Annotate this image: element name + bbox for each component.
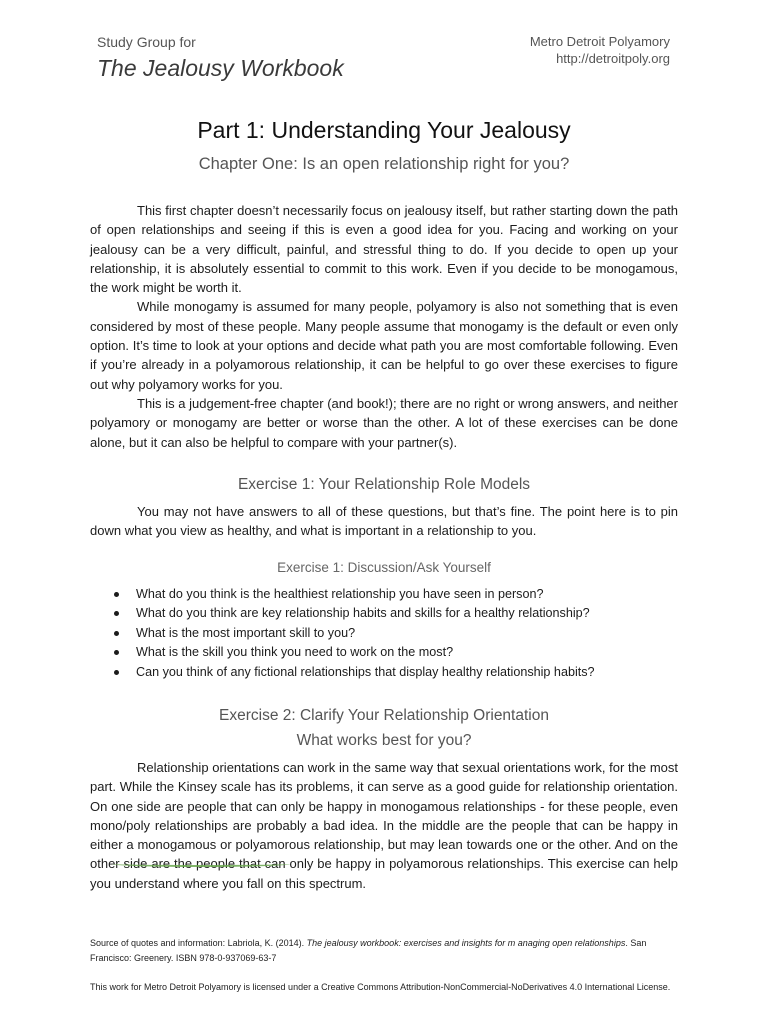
bullet-icon [114,592,119,597]
intro-section [90,201,678,452]
exercise2-paragraph: Relationship orientations can work in the same way that sexual orientations work, for the most part. While the Kinsey scale has its problems, it can serve as a good guide for relationship orientation. On one side are people that can only be happy in monogamous relationships - for these people, even mono/poly relationships are probably a bad idea. In the middle are the people that can be happy in either a monogamous or polyamorous relationship, but may lean towards one or the other. And on the other side are the people that can only be happy in polyamorous relationships. This exercise can help you understand where you fall on this spectrum. [90,760,678,891]
exercise2-subheading: What works best for you? [296,732,472,749]
header-right [530,34,670,67]
header-title: The Jealousy Workbook [97,55,344,81]
exercise2-heading: Exercise 2: Clarify Your Relationship Orientation [219,707,549,724]
list-item [114,604,674,623]
citation-title: The jealousy workbook: exercises and insights for m anaging open relationships [306,938,626,948]
license-notice: This work for Metro Detroit Polyamory is licensed under a Creative Commons Attribution-NonCommercial-NoDerivatives 4.0 International License. [90,982,671,992]
list-item [114,663,674,682]
exercise2-body [90,758,678,893]
exercise1-intro [90,502,678,541]
header-left [97,34,344,81]
bullet-icon [114,611,119,616]
intro-paragraph: While monogamy is assumed for many people, polyamory is also not something that is even considered by most of these people. Many people assume that monogamy is the default or even only option. It’s time to look at your options and decide what path you are most comfortable following. Even if you’re already in a polyamorous relationship, it can be helpful to go over these exercises to figure out why polyamory works for you. [90,299,678,392]
intro-paragraph: This is a judgement-free chapter (and book!); there are no right or wrong answers, and neither polyamory or monogamy are better or worse than the other. A lot of these exercises can be done alone, but it can also be helpful to compare with your partner(s). [90,395,678,450]
citation-suffix: . San Francisco: Greenery. ISBN 978-0-937069-63-7 [90,938,647,963]
chapter-title: Chapter One: Is an open relationship right for you? [198,155,570,173]
exercise1-heading: Exercise 1: Your Relationship Role Models [237,476,531,493]
list-item [114,643,674,662]
question-list [114,585,674,682]
part-title: Part 1: Understanding Your Jealousy [197,117,571,143]
question-text: What do you think is the healthiest relationship you have seen in person? [136,587,544,601]
header-url-link[interactable]: http://detroitpoly.org [556,51,670,66]
list-item [114,624,674,643]
citation-prefix: Source of quotes and information: Labriola, K. (2014). [90,938,307,948]
question-text: What is the skill you think you need to work on the most? [136,645,454,660]
bullet-icon [114,650,119,655]
exercise1-subheading: Exercise 1: Discussion/Ask Yourself [277,560,491,575]
bullet-icon [114,670,119,675]
highlight-underline [112,861,290,867]
question-text: What is the most important skill to you? [136,625,356,640]
source-citation [90,936,678,965]
exercise1-paragraph: You may not have answers to all of these questions, but that’s fine. The point here is to pin down what you view as healthy, and what is important in a relationship to you. [90,504,678,539]
header-subtitle: Study Group for [97,34,196,50]
bullet-icon [114,631,119,636]
question-text: Can you think of any fictional relationships that display healthy relationship habits? [136,664,595,679]
question-text: What do you think are key relationship habits and skills for a healthy relationship? [136,606,590,621]
list-item [114,585,674,604]
intro-paragraph: This first chapter doesn’t necessarily focus on jealousy itself, but rather starting down the path of open relationships and seeing if this is even a good idea for you. Facing and working on your jealousy can be a very difficult, painful, and stressful thing to do. If you decide to open up your relationship, it is absolutely essential to commit to this work. Even if you decide to be monogamous, the work might be worth it. [90,203,678,296]
header-org: Metro Detroit Polyamory [529,34,670,49]
